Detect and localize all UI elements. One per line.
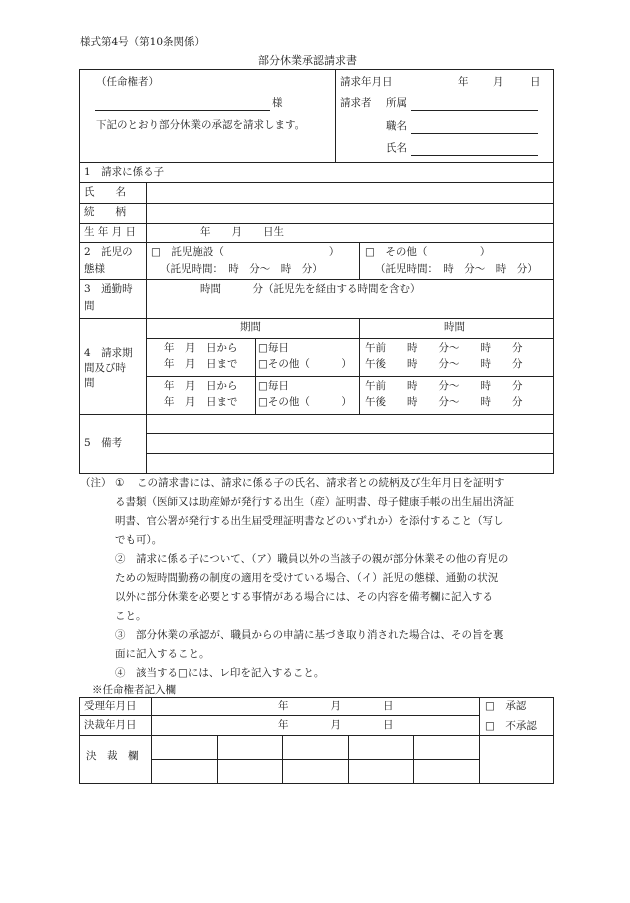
affiliation-label: 所属 (386, 97, 407, 109)
note-1-line-4: でも可）。 (115, 534, 163, 546)
period-2-pm: 午後 時 分～ 時 分 (365, 396, 523, 408)
request-date-label: 請求年月日 (340, 76, 393, 88)
appointer-section-title: ※任命権者記入欄 (92, 684, 176, 696)
note-1-line-1: この請求書には、請求に係る子の氏名、請求者との続柄及び生年月日を証明す (137, 477, 505, 489)
care-other-checkbox[interactable]: □ その他（ ） (365, 246, 491, 258)
period-label-2: 間及び時 (84, 362, 126, 374)
period-2-other-checkbox[interactable]: □その他（ ） (258, 396, 352, 408)
care-facility-checkbox[interactable]: □ 託児施設（ ） (151, 246, 340, 258)
decision-stamp-cell-4[interactable] (348, 735, 413, 784)
notes-prefix: （注） (80, 477, 112, 489)
period-label: 4 請求期 (84, 347, 133, 359)
decision-stamp-cell-5[interactable] (413, 735, 479, 784)
note-4: ④ 該当する□には、レ印を記入すること。 (115, 667, 325, 679)
day-label: 日 (530, 76, 541, 88)
period-1-daily-checkbox[interactable]: □毎日 (258, 342, 289, 354)
period-1-other-checkbox[interactable]: □その他（ ） (258, 358, 352, 370)
period-2-to: 年 月 日まで (164, 396, 238, 408)
care-label: 2 託児の (84, 246, 133, 258)
child-name-label: 氏 名 (84, 186, 126, 198)
note-1-line-3: 明書、官公署が発行する出生届受理証明書などのいずれか）を添付すること（写し (115, 515, 504, 527)
year-label: 年 (458, 76, 469, 88)
note-2-line-2: ための短時間勤務の制度の適用を受けている場合、（イ）託児の態様、通勤の状況 (115, 572, 499, 584)
name-label: 氏名 (386, 142, 407, 154)
form-number: 様式第4号（第10条関係） (80, 36, 206, 48)
commute-value: 時間 分（託児先を経由する時間を含む） (200, 283, 421, 295)
decided-date-value: 年 月 日 (278, 719, 394, 731)
period-1-am: 午前 時 分～ 時 分 (365, 342, 523, 354)
period-1-to: 年 月 日まで (164, 358, 238, 370)
child-section-label: 1 請求に係る子 (84, 166, 165, 178)
note-1-marker: ① (115, 477, 125, 489)
decided-date-label: 決裁年月日 (84, 719, 137, 731)
received-date-label: 受理年月日 (84, 700, 137, 712)
note-3-line-2: 面に記入すること。 (115, 648, 210, 660)
page-title: 部分休業承認請求書 (258, 54, 357, 67)
child-birth-label: 生 年 月 日 (84, 226, 137, 238)
remarks-field[interactable] (146, 414, 554, 474)
requester-label: 請求者 (340, 97, 372, 109)
approve-checkbox[interactable]: □ 承認 (485, 700, 527, 712)
period-2-daily-checkbox[interactable]: □毎日 (258, 380, 289, 392)
decision-stamp-cell-2[interactable] (217, 735, 282, 784)
note-1-line-2: る書類（医師又は助産婦が発行する出生（産）証明書、母子健康手帳の出生届出済証 (115, 496, 514, 508)
care-label-2: 態様 (84, 263, 105, 275)
request-statement: 下記のとおり部分休業の承認を請求します。 (96, 119, 306, 131)
period-1-pm: 午後 時 分～ 時 分 (365, 358, 523, 370)
addressee-field[interactable] (95, 110, 270, 111)
note-2-line-3: 以外に部分休業を必要とする事情がある場合には、その内容を備考欄に記入する (115, 591, 493, 603)
care-facility-time: （託児時間： 時 分～ 時 分） (160, 263, 323, 275)
care-other-time: （託児時間： 時 分～ 時 分） (375, 263, 538, 275)
decision-stamp-cell-1[interactable] (151, 735, 217, 784)
disapprove-checkbox[interactable]: □ 不承認 (485, 720, 537, 732)
time-header: 時間 (444, 321, 465, 333)
sama-label: 様 (272, 97, 283, 109)
period-2-from: 年 月 日から (164, 380, 238, 392)
month-label: 月 (493, 76, 504, 88)
child-relation-label: 続 柄 (84, 206, 126, 218)
name-field[interactable] (411, 155, 538, 156)
note-3-line-1: ③ 部分休業の承認が、職員からの申請に基づき取り消された場合は、その旨を裏 (115, 629, 504, 641)
child-relation-field[interactable] (146, 203, 554, 223)
commute-label-2: 間 (84, 300, 95, 312)
position-label: 職名 (386, 120, 407, 132)
position-field[interactable] (411, 133, 538, 134)
period-header: 期間 (240, 321, 261, 333)
remarks-label: 5 備考 (84, 437, 123, 449)
affiliation-field[interactable] (411, 110, 538, 111)
period-2-am: 午前 時 分～ 時 分 (365, 380, 523, 392)
decision-stamp-cell-3[interactable] (282, 735, 348, 784)
period-1-from: 年 月 日から (164, 342, 238, 354)
commute-label: 3 通勤時 (84, 283, 133, 295)
appointer-label: （任命権者） (96, 76, 159, 88)
note-2-line-1: ② 請求に係る子について、（ア）職員以外の当該子の親が部分休業その他の育児の (115, 553, 509, 565)
note-2-line-4: こと。 (115, 610, 147, 622)
period-label-3: 間 (84, 377, 95, 389)
decision-column-label: 決 裁 欄 (86, 750, 139, 762)
child-name-field[interactable] (146, 182, 554, 203)
received-date-value: 年 月 日 (278, 700, 394, 712)
child-birth-value: 年 月 日生 (200, 226, 284, 238)
